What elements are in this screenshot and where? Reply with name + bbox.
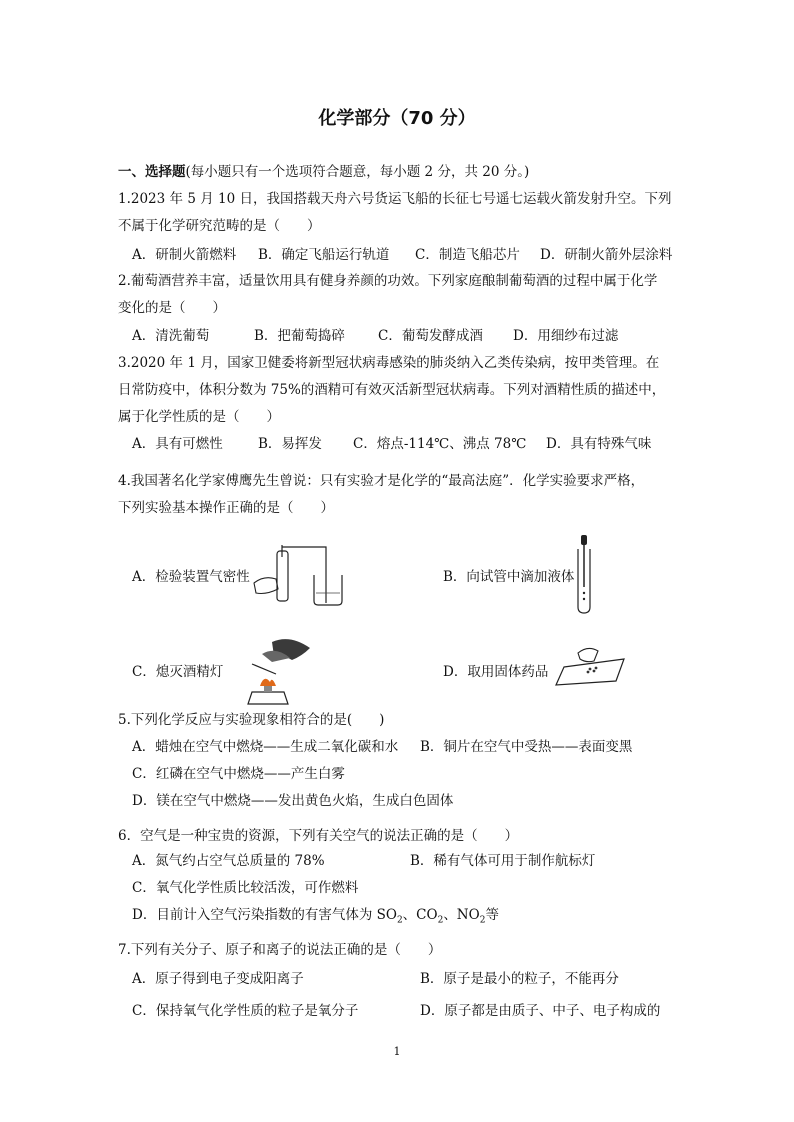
q2-option-a: A．清洗葡萄 <box>132 328 210 344</box>
q6-option-a: A．氮气约占空气总质量的 78% <box>132 853 325 869</box>
alcohol-lamp-illustration <box>232 634 322 706</box>
dropper-test-tube-illustration <box>574 535 598 615</box>
q3-option-d: D．具有特殊气味 <box>546 436 652 452</box>
page-title: 化学部分（70 分） <box>318 108 476 129</box>
q7-option-b: B．原子是最小的粒子，不能再分 <box>420 971 619 987</box>
subscript: 2 <box>396 915 403 926</box>
q2-option-c: C．葡萄发酵成酒 <box>378 328 483 344</box>
q3-stem-line1: 3.2020 年 1 月，国家卫健委将新型冠状病毒感染的肺炎纳入乙类传染病，按甲类管理。在 <box>118 355 660 371</box>
q6-option-c: C．氧气化学性质比较活泼，可作燃料 <box>132 880 359 896</box>
section-heading: 一、选择题 <box>118 164 186 180</box>
subscript: 2 <box>479 915 486 926</box>
solid-reagent-illustration <box>554 645 626 685</box>
q2-option-d: D．用细纱布过滤 <box>513 328 619 344</box>
q1-stem-line1: 1.2023 年 5 月 10 日，我国搭载天舟六号货运飞船的长征七号遥七运载火箭发射升空。下列 <box>118 191 672 207</box>
q7-option-c: C．保持氧气化学性质的粒子是氧分子 <box>132 1003 359 1019</box>
q6-option-d-text: 等 <box>485 907 499 923</box>
q5-option-b: B．铜片在空气中受热——表面变黑 <box>420 739 633 755</box>
subscript: 2 <box>437 915 444 926</box>
q3-option-a: A．具有可燃性 <box>132 436 223 452</box>
q6-option-d <box>132 905 499 931</box>
q1-stem-line2: 不属于化学研究范畴的是（ ） <box>118 218 321 234</box>
section-instruction: (每小题只有一个选项符合题意，每小题 2 分，共 20 分。) <box>185 164 530 180</box>
q4-option-d: D．取用固体药品 <box>443 664 549 680</box>
airtight-check-illustration <box>252 545 352 607</box>
q2-option-b: B．把葡萄捣碎 <box>254 328 345 344</box>
q7-option-a: A．原子得到电子变成阳离子 <box>132 971 304 987</box>
q7-option-d: D．原子都是由质子、中子、电子构成的 <box>420 1003 661 1019</box>
q5-option-c: C．红磷在空气中燃烧——产生白雾 <box>132 766 345 782</box>
q4-stem-line2: 下列实验基本操作正确的是（ ） <box>118 500 334 516</box>
q2-stem-line1: 2.葡萄酒营养丰富，适量饮用具有健身养颜的功效。下列家庭酿制葡萄酒的过程中属于化学 <box>118 273 658 289</box>
q4-option-c: C．熄灭酒精灯 <box>132 664 224 680</box>
q3-stem-line2: 日常防疫中，体积分数为 75%的酒精可有效灭活新型冠状病毒。下列对酒精性质的描述中， <box>118 382 666 398</box>
q6-option-b: B．稀有气体可用于制作航标灯 <box>410 853 596 869</box>
q4-stem-line1: 4.我国著名化学家傅鹰先生曾说：只有实验才是化学的“最高法庭”．化学实验要求严格， <box>118 473 645 489</box>
q1-option-d: D．研制火箭外层涂料 <box>540 247 673 263</box>
q6-option-d-text: 、CO <box>402 907 438 923</box>
q6-stem: 6．空气是一种宝贵的资源，下列有关空气的说法正确的是（ ） <box>118 828 519 844</box>
q6-option-d-text: 、NO <box>443 907 480 923</box>
q3-stem-line3: 属于化学性质的是（ ） <box>118 409 280 425</box>
page-number: 1 <box>393 1045 401 1058</box>
q5-option-d: D．镁在空气中燃烧——发出黄色火焰，生成白色固体 <box>132 793 454 809</box>
q5-stem: 5.下列化学反应与实验现象相符合的是( ) <box>118 712 385 728</box>
q1-option-c: C．制造飞船芯片 <box>415 247 520 263</box>
q1-option-a: A．研制火箭燃料 <box>132 247 237 263</box>
section-heading-row <box>118 162 529 182</box>
q4-option-b: B．向试管中滴加液体 <box>443 569 575 585</box>
q3-option-b: B．易挥发 <box>258 436 322 452</box>
q3-option-c: C．熔点-114℃、沸点 78℃ <box>353 436 527 452</box>
q4-option-a: A．检验装置气密性 <box>132 569 250 585</box>
q6-option-d-text: D．目前计入空气污染指数的有害气体为 SO <box>132 907 397 923</box>
q5-option-a: A．蜡烛在空气中燃烧——生成二氧化碳和水 <box>132 739 399 755</box>
q2-stem-line2: 变化的是（ ） <box>118 300 226 316</box>
q1-option-b: B．确定飞船运行轨道 <box>258 247 390 263</box>
q7-stem: 7.下列有关分子、原子和离子的说法正确的是（ ） <box>118 942 442 958</box>
